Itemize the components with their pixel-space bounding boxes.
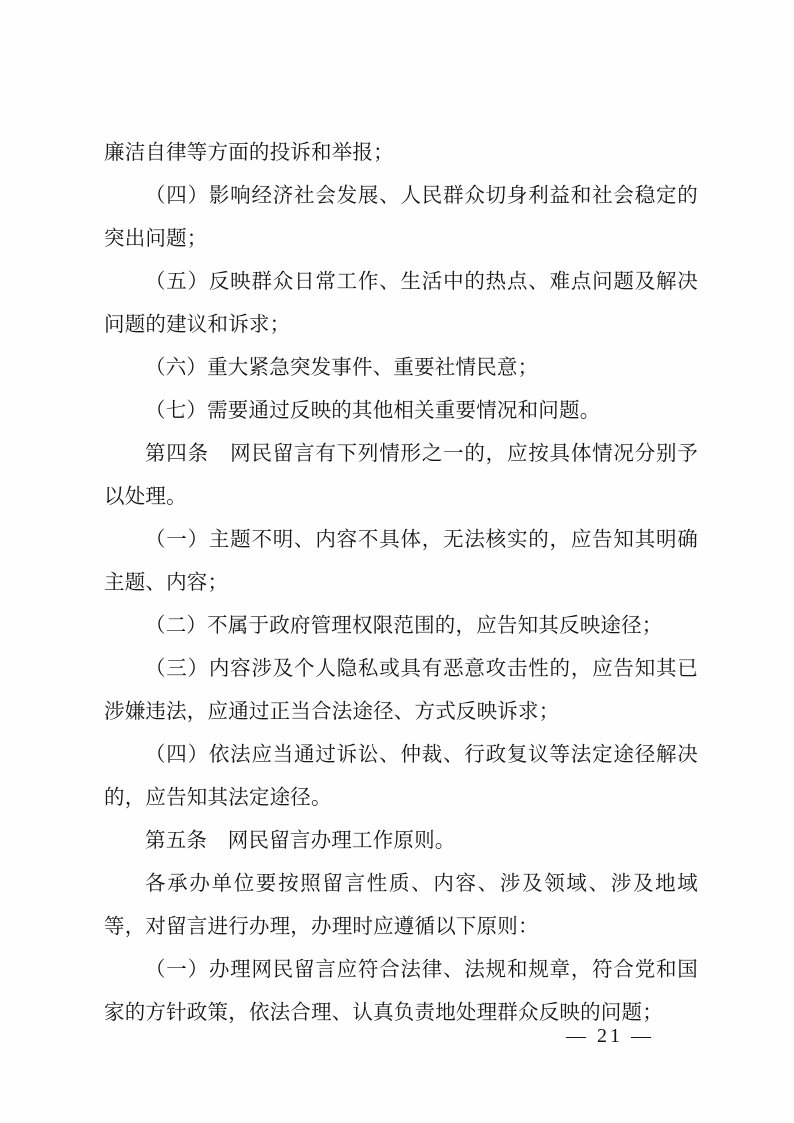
paragraph-article-5: 第五条 网民留言办理工作原则。 [145,830,456,852]
paragraph-article4-item-3: （三）内容涉及个人隐私或具有恶意攻击性的，应告知其已涉嫌违法，应通过正当合法途径、方式反映诉求； [104,658,698,723]
paragraph-article4-item-1: （一）主题不明、内容不具体，无法核实的，应告知其明确主题、内容； [104,529,698,594]
paragraph-article5-intro: 各承办单位要按照留言性质、内容、涉及领域、涉及地域等，对留言进行办理，办理时应遵循以下原则： [104,873,698,938]
paragraph-item-5: （五）反映群众日常工作、生活中的热点、难点问题及解决问题的建议和诉求； [104,271,698,336]
paragraph-continued: 廉洁自律等方面的投诉和举报； [104,142,394,164]
paragraph-item-6: （六）重大紧急突发事件、重要社情民意； [145,357,539,379]
paragraph-article4-item-4: （四）依法应当通过诉讼、仲裁、行政复议等法定途径解决的，应告知其法定途径。 [104,744,698,809]
paragraph-item-7: （七）需要通过反映的其他相关重要情况和问题。 [145,400,601,422]
paragraph-article4-item-2: （二）不属于政府管理权限范围的，应告知其反映途径； [145,615,663,637]
paragraph-item-4: （四）影响经济社会发展、人民群众切身利益和社会稳定的突出问题； [104,185,698,250]
paragraph-article5-item-1: （一）办理网民留言应符合法律、法规和规章，符合党和国家的方针政策，依法合理、认真负责地处理群众反映的问题； [104,959,698,1024]
page-number: — 21 — [566,1025,654,1047]
document-body [104,132,698,1035]
paragraph-article-4: 第四条 网民留言有下列情形之一的，应按具体情况分别予以处理。 [104,443,698,508]
page-footer [0,1025,794,1048]
